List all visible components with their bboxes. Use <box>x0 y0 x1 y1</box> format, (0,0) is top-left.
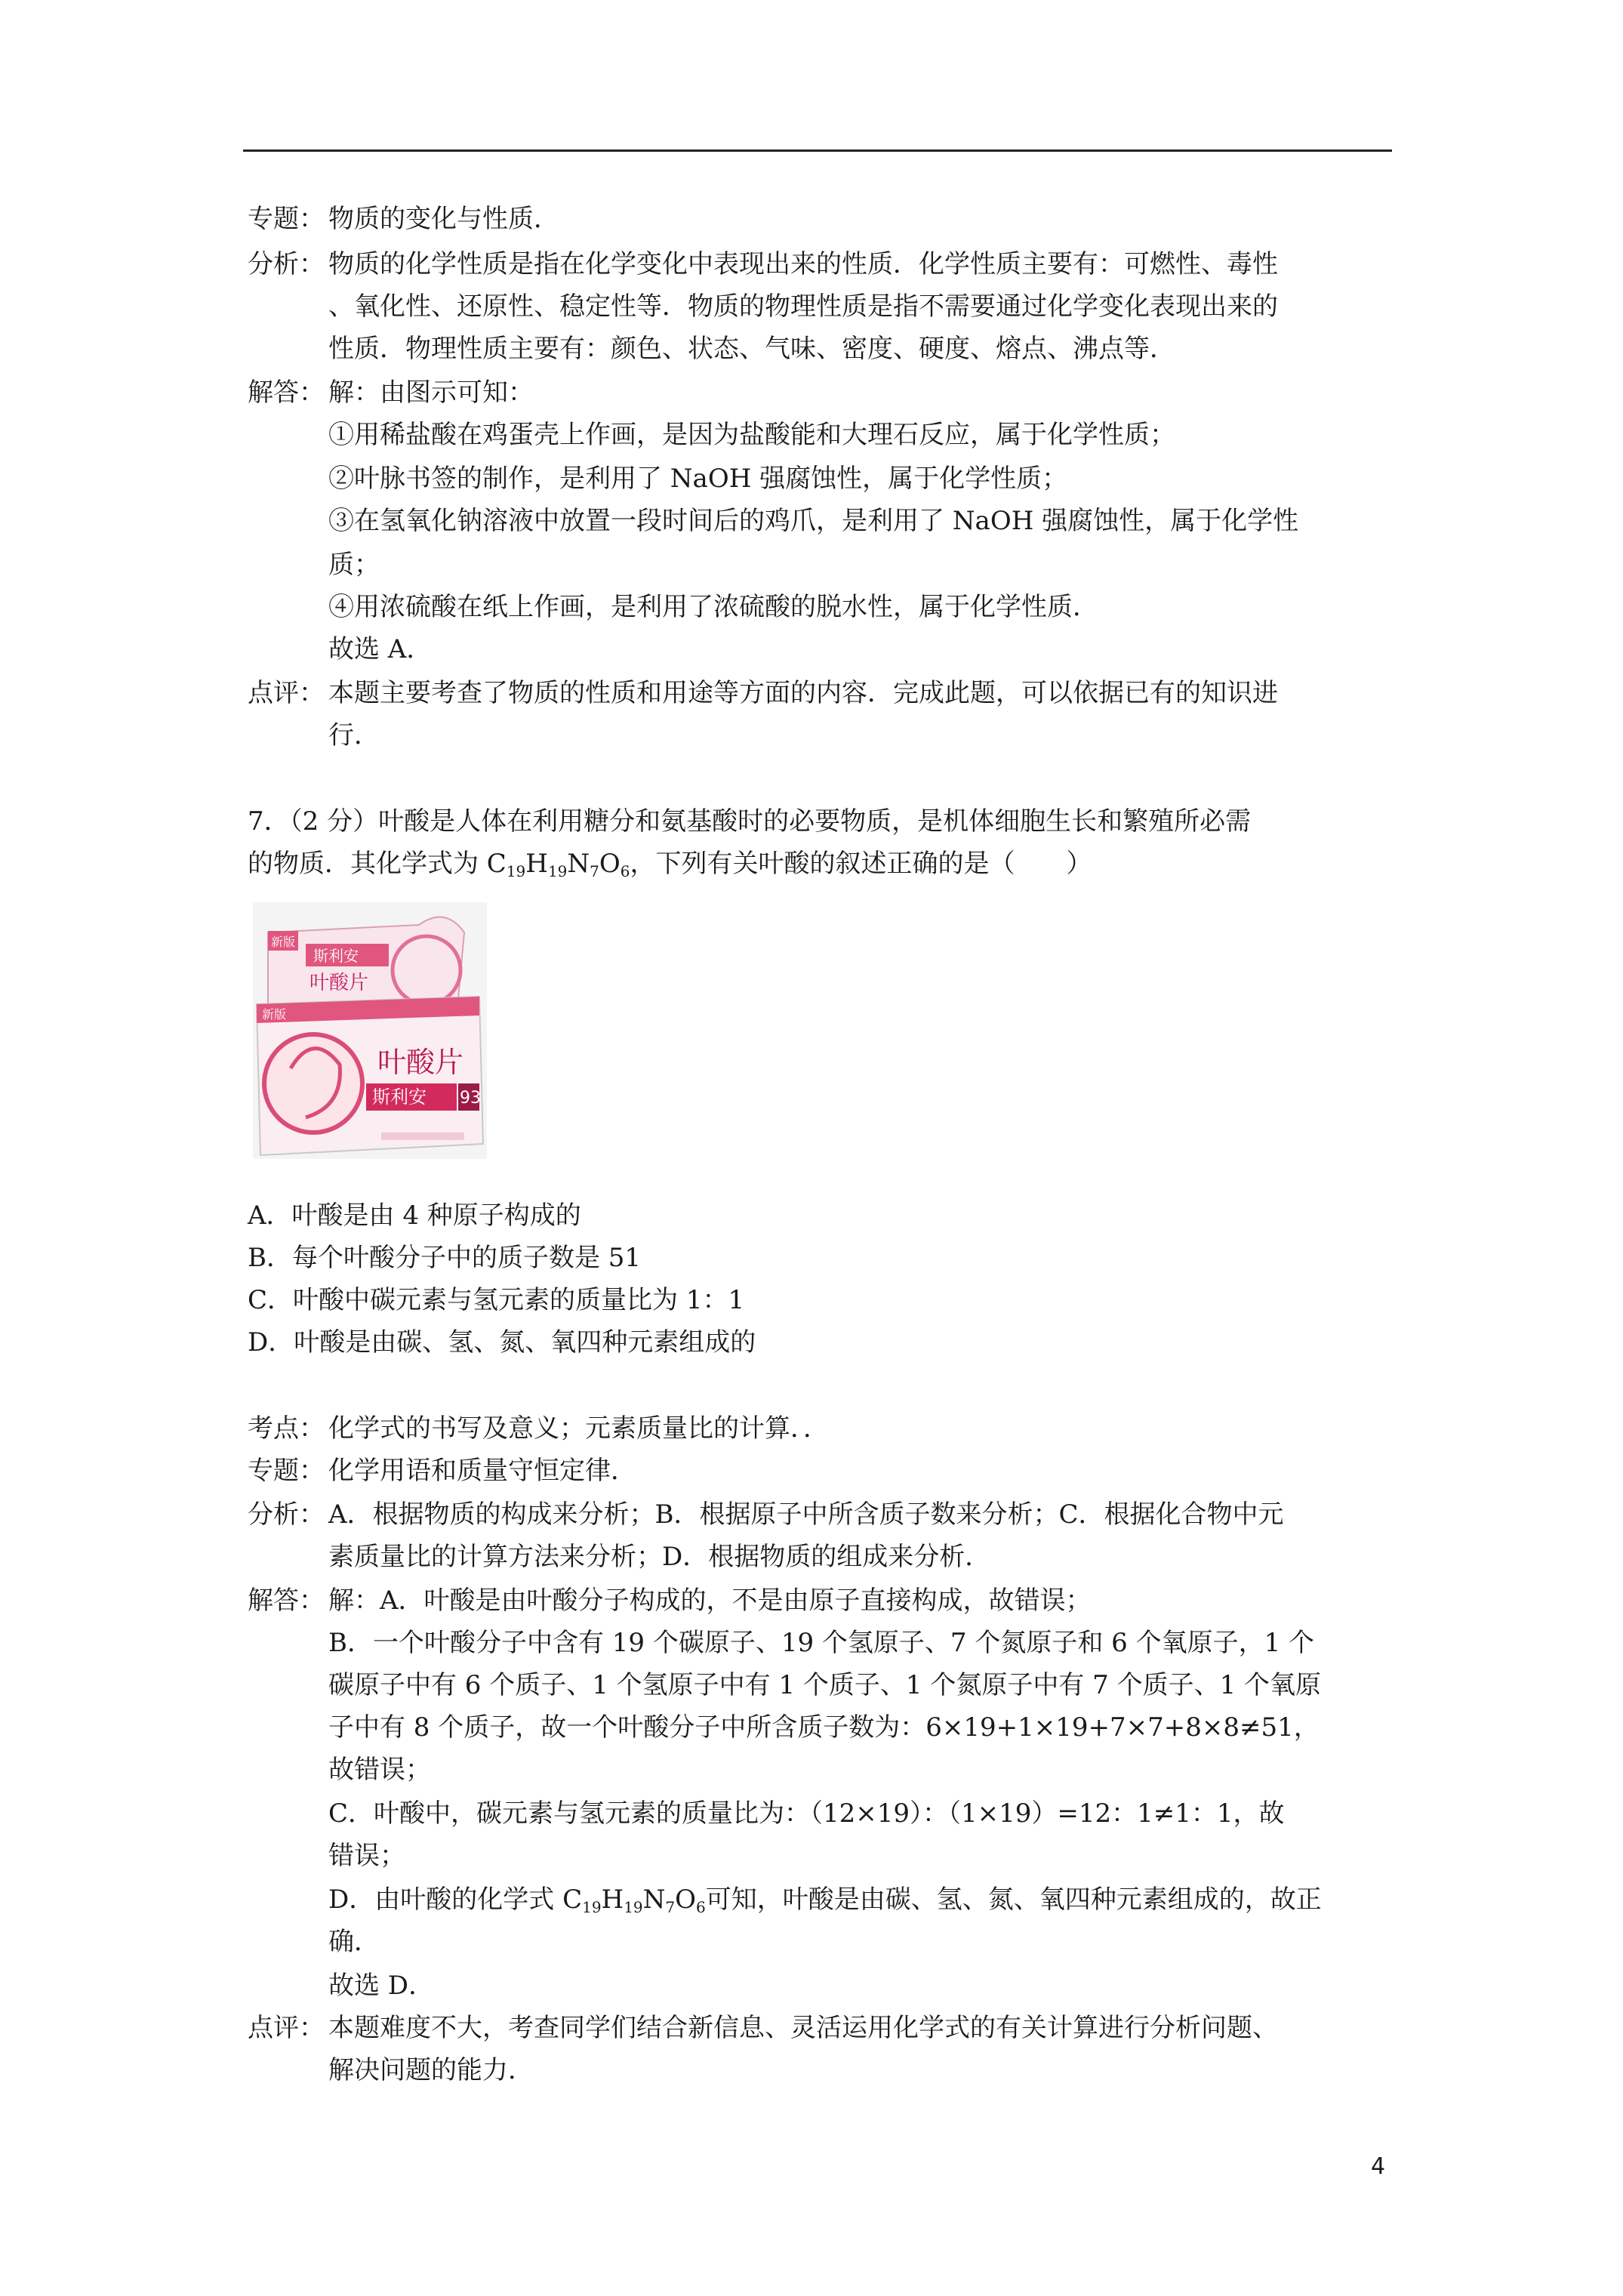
brand-label-top: 斯利安 <box>313 947 359 965</box>
answer-line: B．一个叶酸分子中含有 19 个碳原子、19 个氢原子、7 个氮原子和 6 个氧原子，1 个 <box>328 1628 1315 1658</box>
product-label: 叶酸片 <box>377 1046 464 1079</box>
brand-label: 斯利安 <box>372 1086 427 1108</box>
answer-line: 解：A．叶酸是由叶酸分子构成的，不是由原子直接构成，故错误； <box>328 1586 1092 1616</box>
header-rule <box>243 149 1392 152</box>
comment-line: 本题难度不大，考查同学们结合新信息、灵活运用化学式的有关计算进行分析问题、 <box>328 2013 1278 2043</box>
analysis-line: 性质．物理性质主要有：颜色、状态、气味、密度、硬度、熔点、沸点等． <box>328 334 1175 364</box>
comment-label: 点评： <box>248 678 325 708</box>
comment-line: 解决问题的能力． <box>328 2055 534 2085</box>
answer-line: 质； <box>328 550 380 580</box>
option-c: C．叶酸中碳元素与氢元素的质量比为 1：1 <box>248 1285 745 1315</box>
answer-line: 确． <box>328 1927 380 1957</box>
corner-label: 新版 <box>271 935 296 949</box>
option-a: A．叶酸是由 4 种原子构成的 <box>248 1200 581 1231</box>
comment-line: 行． <box>328 720 380 750</box>
badge-label: 93 <box>460 1089 481 1108</box>
analysis-label: 分析： <box>248 1499 325 1530</box>
topic-label: 专题： <box>248 204 325 234</box>
kaodian-text: 化学式的书写及意义；元素质量比的计算．． <box>328 1413 829 1444</box>
analysis-line: 物质的化学性质是指在化学变化中表现出来的性质．化学性质主要有：可燃性、毒性 <box>328 249 1278 279</box>
analysis-line: 、氧化性、还原性、稳定性等．物质的物理性质是指不需要通过化学变化表现出来的 <box>328 291 1278 322</box>
topic-text: 物质的变化与性质． <box>328 204 559 234</box>
folic-acid-box-image <box>253 902 487 1159</box>
answer-line: ②叶脉书签的制作，是利用了 NaOH 强腐蚀性，属于化学性质； <box>328 464 1068 494</box>
analysis-line: A．根据物质的构成来分析；B．根据原子中所含质子数来分析；C．根据化合物中元 <box>328 1499 1284 1530</box>
answer-line-formula: D．由叶酸的化学式 $C_{19}H_{19}N_7O_6$可知，叶酸是由碳、氢、氮、氧四种元素组成的，故正 <box>328 1885 1322 1916</box>
analysis-line: 素质量比的计算方法来分析；D．根据物质的组成来分析． <box>328 1542 991 1572</box>
answer-line: 故选 A． <box>328 634 433 664</box>
analysis-label: 分析： <box>248 249 325 279</box>
answer-label: 解答： <box>248 1586 325 1616</box>
option-d: D．叶酸是由碳、氢、氮、氧四种元素组成的 <box>248 1327 756 1358</box>
corner-label-front: 新版 <box>262 1007 287 1022</box>
answer-line: ③在氢氧化钠溶液中放置一段时间后的鸡爪，是利用了 NaOH 强腐蚀性，属于化学性 <box>328 506 1299 536</box>
answer-label: 解答： <box>248 378 325 408</box>
answer-line: 故错误； <box>328 1755 431 1785</box>
answer-line: 碳原子中有 6 个质子、1 个氢原子中有 1 个质子、1 个氮原子中有 7 个质子、1 个氧原 <box>328 1670 1322 1700</box>
product-label-top: 叶酸片 <box>310 972 369 994</box>
answer-line: 解：由图示可知： <box>328 378 534 408</box>
answer-line: C．叶酸中，碳元素与氢元素的质量比为：（12×19）：（1×19）=12：1≠1：1，故 <box>328 1798 1285 1829</box>
topic-label: 专题： <box>248 1456 325 1486</box>
kaodian-label: 考点： <box>248 1413 325 1444</box>
comment-line: 本题主要考查了物质的性质和用途等方面的内容．完成此题，可以依据已有的知识进 <box>328 678 1278 708</box>
answer-line: ①用稀盐酸在鸡蛋壳上作画，是因为盐酸能和大理石反应，属于化学性质； <box>328 420 1175 450</box>
question-stem: 7．（2 分）叶酸是人体在利用糖分和氨基酸时的必要物质，是机体细胞生长和繁殖所必需 <box>248 806 1252 837</box>
page-number: 4 <box>1371 2153 1386 2180</box>
question-stem-line2: 的物质．其化学式为 $C_{19}H_{19}N_7O_6$，下列有关叶酸的叙述正确的是（ ） <box>248 849 1092 880</box>
answer-line: 错误； <box>328 1841 405 1871</box>
topic-text: 化学用语和质量守恒定律． <box>328 1456 636 1486</box>
answer-line: 故选 D． <box>328 1971 435 2001</box>
option-b: B．每个叶酸分子中的质子数是 51 <box>248 1243 642 1273</box>
comment-label: 点评： <box>248 2013 325 2043</box>
answer-line: ④用浓硫酸在纸上作画，是利用了浓硫酸的脱水性，属于化学性质． <box>328 592 1098 622</box>
answer-line: 子中有 8 个质子，故一个叶酸分子中所含质子数为：6×19+1×19+7×7+8×8≠51， <box>328 1712 1320 1743</box>
